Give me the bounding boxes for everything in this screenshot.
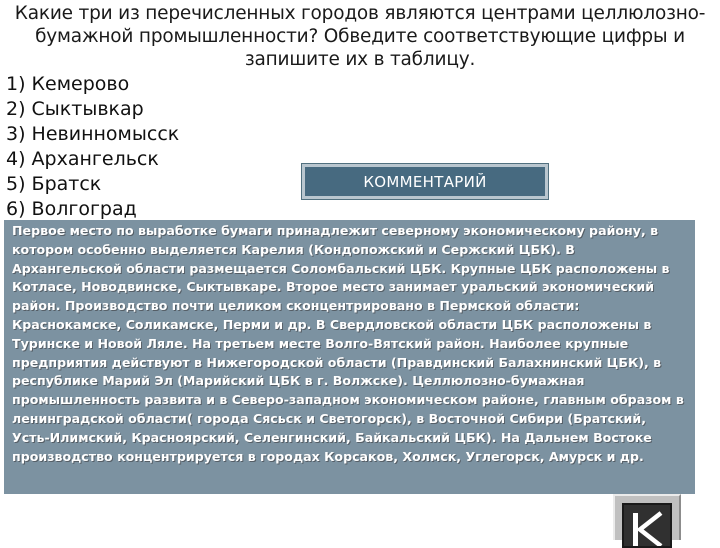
answer-options-list <box>6 72 179 222</box>
option-6: 6) Волгоград <box>6 198 137 220</box>
option-4: 4) Архангельск <box>6 148 159 170</box>
go-to-start-button[interactable] <box>622 503 672 548</box>
option-3: 3) Невинномысск <box>6 123 180 145</box>
option-1: 1) Кемерово <box>6 73 130 95</box>
navigation-panel <box>613 494 681 540</box>
question-text: Какие три из перечисленных городов являются центрами целлюлозно-бумажной промышленности? Обведите соответствующие цифры и запишите их в таблицу. <box>14 3 706 70</box>
comment-text: Первое место по выработке бумаги принадлежит северному экономическому району, в котором особенно выделяется Карелия (Кондопожский и Сержский ЦБК). В Архангельской области размещается Соломбальский ЦБК. Крупные ЦБК расположены в Котласе, Новодвинске, Сыктывкаре. Второе место занимает уральский экономический район. Производство почти целиком сконцентрировано в Пермской области: Краснокамске, Соликамске, Перми и др. В Свердловской области ЦБК расположены в Туринске и Новой Ляле. На третьем месте Волго-Вятский район. Наиболее крупные предприятия действуют в Нижегородской области (Правдинский Балахнинский ЦБК), в республике Марий Эл (Марийский ЦБК в г. Волжске). Целлюлозно-бумажная промышленность развита и в Северо-западном экономическом районе, главным образом в ленинградской области( города Сясьск и Светогорск), в Восточной Сибири (Братский, Усть-Илимский, Красноярский, Селенгинский, Байкальский ЦБК). На Дальнем Востоке производство концентрируется в городах Корсаков, Холмск, Углегорск, Амурск и др. <box>12 223 684 464</box>
comment-button[interactable]: КОММЕНТАРИЙ <box>302 164 548 199</box>
option-5: 5) Братск <box>6 173 102 195</box>
option-2: 2) Сыктывкар <box>6 98 144 120</box>
comment-panel <box>4 220 695 494</box>
